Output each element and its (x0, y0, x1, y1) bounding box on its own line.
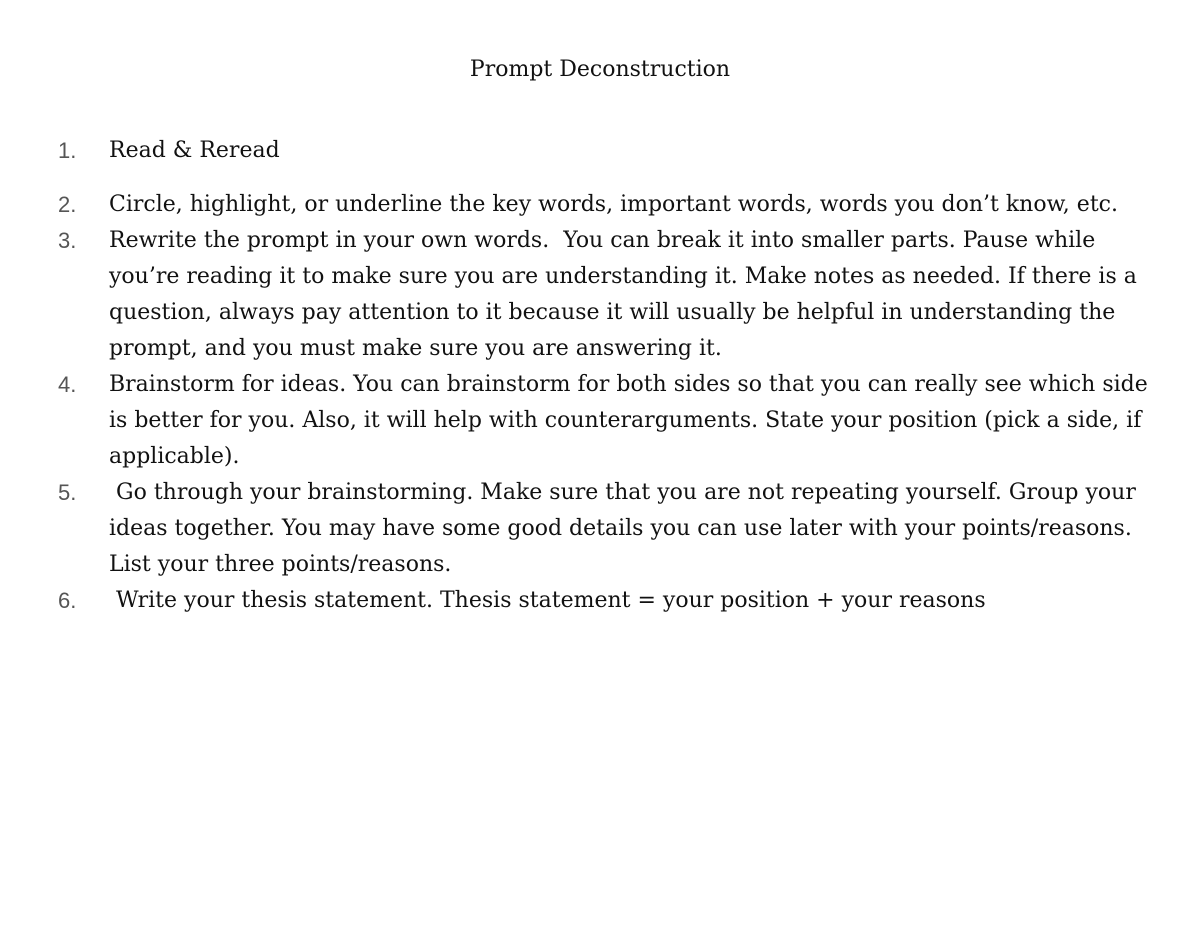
step-number: 1. (58, 138, 77, 163)
list-item-step-6 (58, 583, 1158, 619)
step-text: Read & Reread (109, 138, 280, 163)
step-text: Rewrite the prompt in your own words. You can break it into smaller parts. Pause while you’re reading it to make sure you are understanding it. Make notes as needed. If there is a question, always pay attention to it because it will usually be helpful in understanding the prompt, and you must make sure you are answering it. (109, 228, 1144, 361)
step-number: 4. (58, 372, 77, 397)
step-number: 5. (58, 480, 77, 505)
list-item-step-4 (58, 367, 1158, 475)
step-text: Go through your brainstorming. Make sure that you are not repeating yourself. Group your ideas together. You may have some good details you can use later with your points/reasons. List your three points/reasons. (109, 480, 1143, 577)
step-text: Circle, highlight, or underline the key words, important words, words you don’t know, etc. (109, 192, 1118, 217)
step-text: Brainstorm for ideas. You can brainstorm for both sides so that you can really see which side is better for you. Also, it will help with counterarguments. State your position (pick a side, if applicable). (109, 372, 1155, 469)
list-item-step-3 (58, 223, 1158, 367)
page-title: Prompt Deconstruction (469, 57, 731, 82)
list-item-step-1 (58, 133, 1158, 169)
step-text: Write your thesis statement. Thesis statement = your position + your reasons (109, 588, 986, 613)
step-number: 2. (58, 192, 77, 217)
step-number: 6. (58, 588, 77, 613)
steps-list (58, 133, 1158, 619)
list-item-step-2 (58, 187, 1158, 223)
list-item-step-5 (58, 475, 1158, 583)
step-number: 3. (58, 228, 77, 253)
